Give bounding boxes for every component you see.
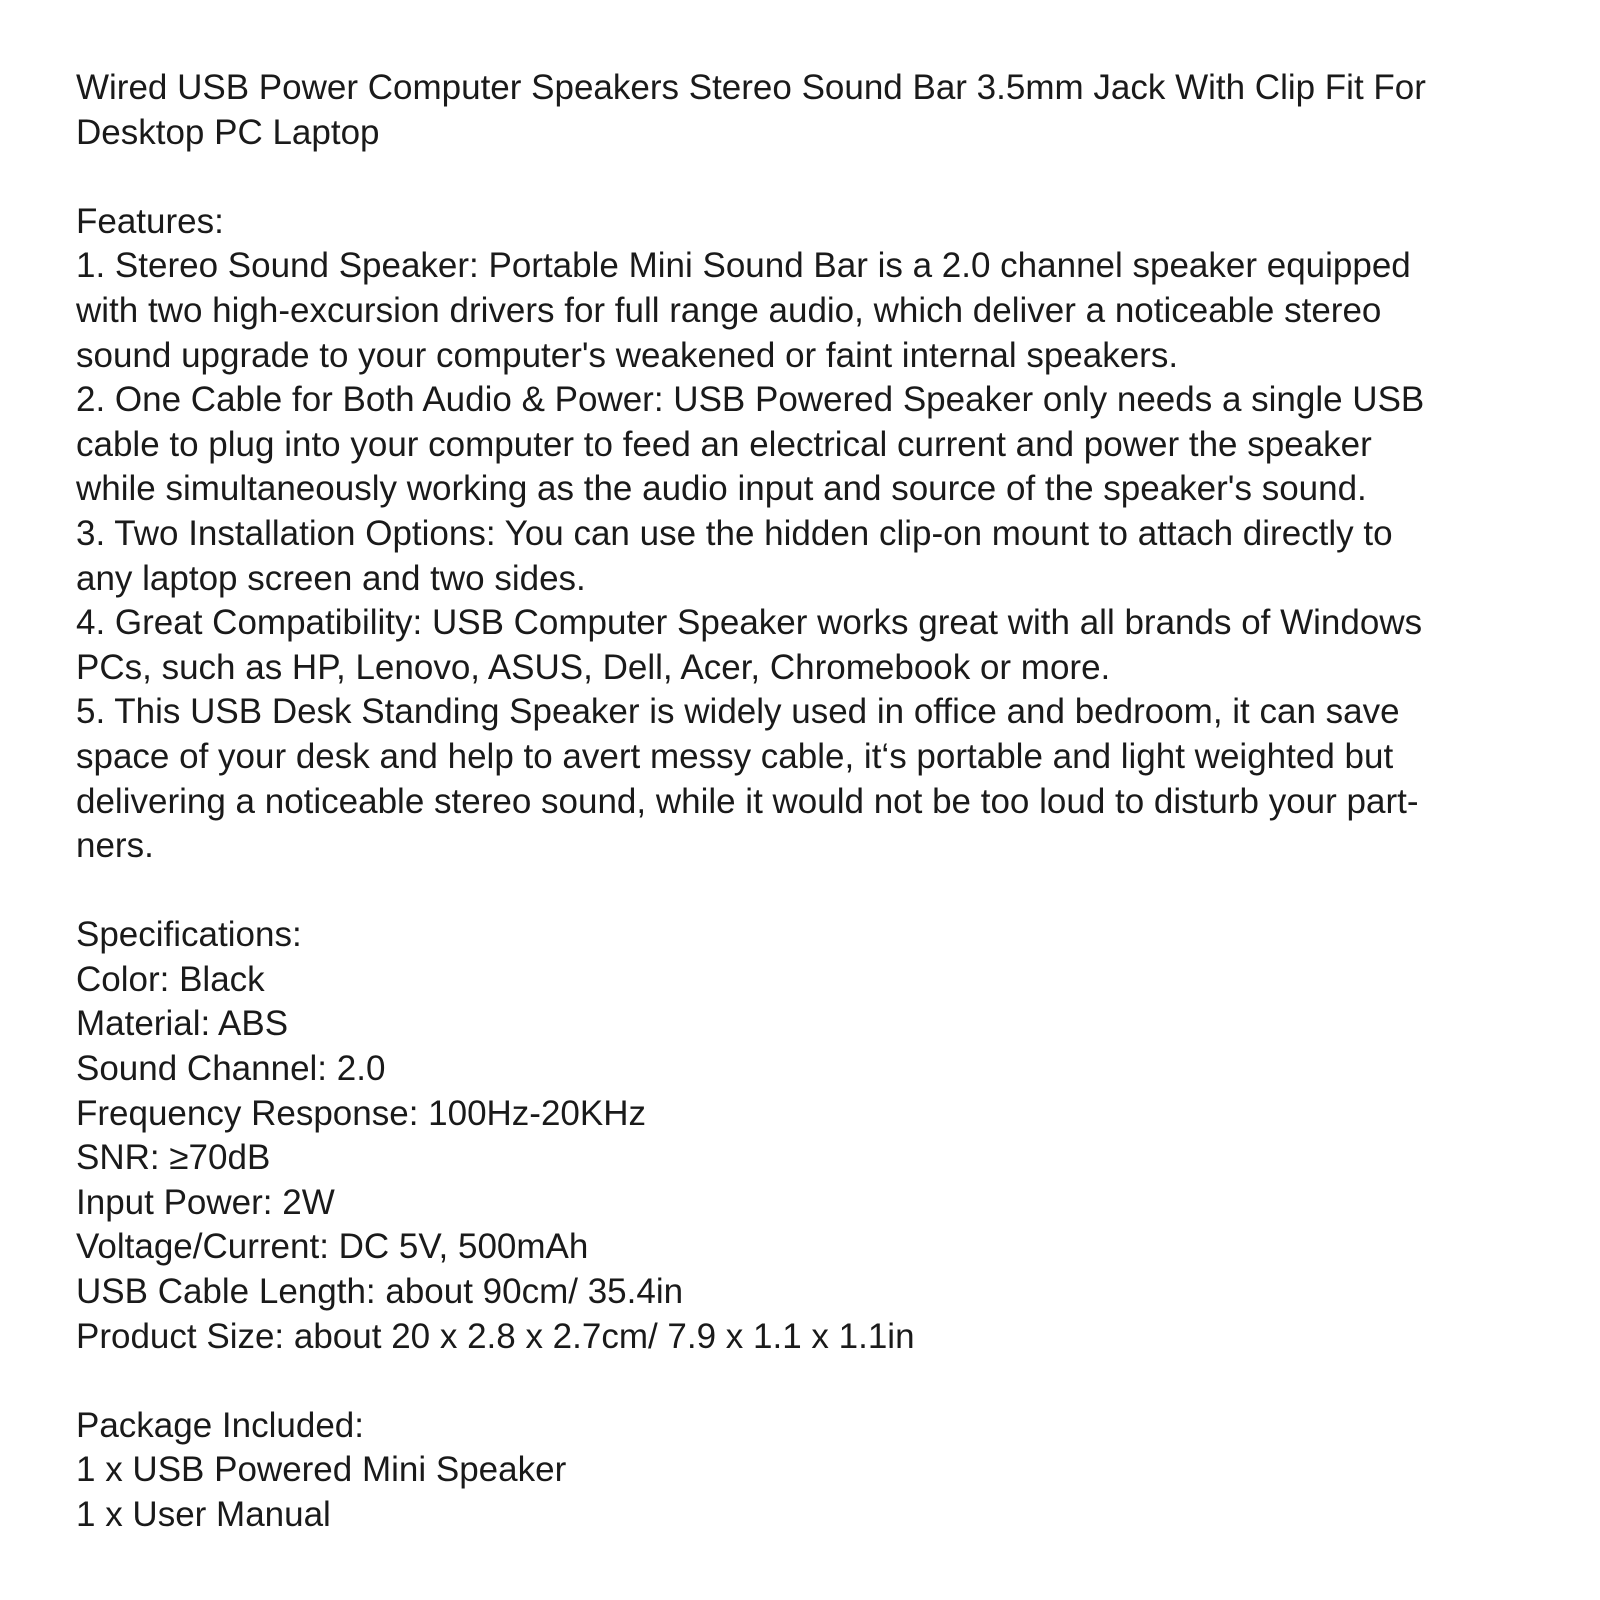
feature-line: 5. This USB Desk Standing Speaker is widely used in office and bedroom, it can save (76, 692, 1400, 732)
title-line: Wired USB Power Computer Speakers Stereo Sound Bar 3.5mm Jack With Clip Fit For (76, 68, 1426, 107)
spec-line: Input Power: 2W (76, 1182, 335, 1222)
spec-line: Voltage/Current: DC 5V, 500mAh (76, 1227, 589, 1267)
specifications-section (76, 913, 1536, 1359)
specifications-heading: Specifications: (76, 915, 302, 955)
feature-line: any laptop screen and two sides. (76, 558, 586, 598)
feature-line: sound upgrade to your computer's weakened or faint internal speakers. (76, 335, 1179, 375)
spacer (76, 869, 1536, 914)
feature-line: ners. (76, 826, 154, 866)
feature-line: with two high-excursion drivers for full range audio, which deliver a noticeable stereo (76, 290, 1382, 330)
package-heading: Package Included: (76, 1405, 364, 1445)
spec-line: Product Size: about 20 x 2.8 x 2.7cm/ 7.9 x 1.1 x 1.1in (76, 1316, 915, 1356)
feature-line: PCs, such as HP, Lenovo, ASUS, Dell, Acer, Chromebook or more. (76, 647, 1111, 687)
feature-line: while simultaneously working as the audio input and source of the speaker's sound. (76, 469, 1367, 509)
feature-line: 2. One Cable for Both Audio & Power: USB Powered Speaker only needs a single USB (76, 380, 1425, 420)
feature-line: space of your desk and help to avert messy cable, it‘s portable and light weighted but (76, 736, 1394, 776)
document-title (76, 66, 1536, 155)
spec-line: USB Cable Length: about 90cm/ 35.4in (76, 1272, 684, 1312)
feature-line: 1. Stereo Sound Speaker: Portable Mini Sound Bar is a 2.0 channel speaker equipped (76, 246, 1411, 286)
feature-line: 4. Great Compatibility: USB Computer Speaker works great with all brands of Windows (76, 603, 1423, 643)
package-item: 1 x User Manual (76, 1495, 331, 1534)
features-heading: Features: (76, 201, 224, 241)
title-line: Desktop PC Laptop (76, 112, 380, 152)
spec-line: Frequency Response: 100Hz-20KHz (76, 1093, 647, 1133)
spec-line: Sound Channel: 2.0 (76, 1049, 386, 1089)
feature-line: 3. Two Installation Options: You can use the hidden clip-on mount to attach directly to (76, 513, 1393, 553)
features-section (76, 200, 1536, 869)
feature-line: delivering a noticeable stereo sound, while it would not be too loud to disturb your part- (76, 781, 1419, 821)
spec-line: SNR: ≥70dB (76, 1138, 271, 1178)
spec-line: Material: ABS (76, 1004, 289, 1044)
package-item: 1 x USB Powered Mini Speaker (76, 1450, 567, 1490)
feature-line: cable to plug into your computer to feed an electrical current and power the speaker (76, 424, 1372, 464)
package-section (76, 1404, 1536, 1538)
product-description-document (76, 66, 1536, 1538)
spec-line: Color: Black (76, 959, 265, 999)
spacer (76, 1359, 1536, 1404)
spacer (76, 155, 1536, 200)
